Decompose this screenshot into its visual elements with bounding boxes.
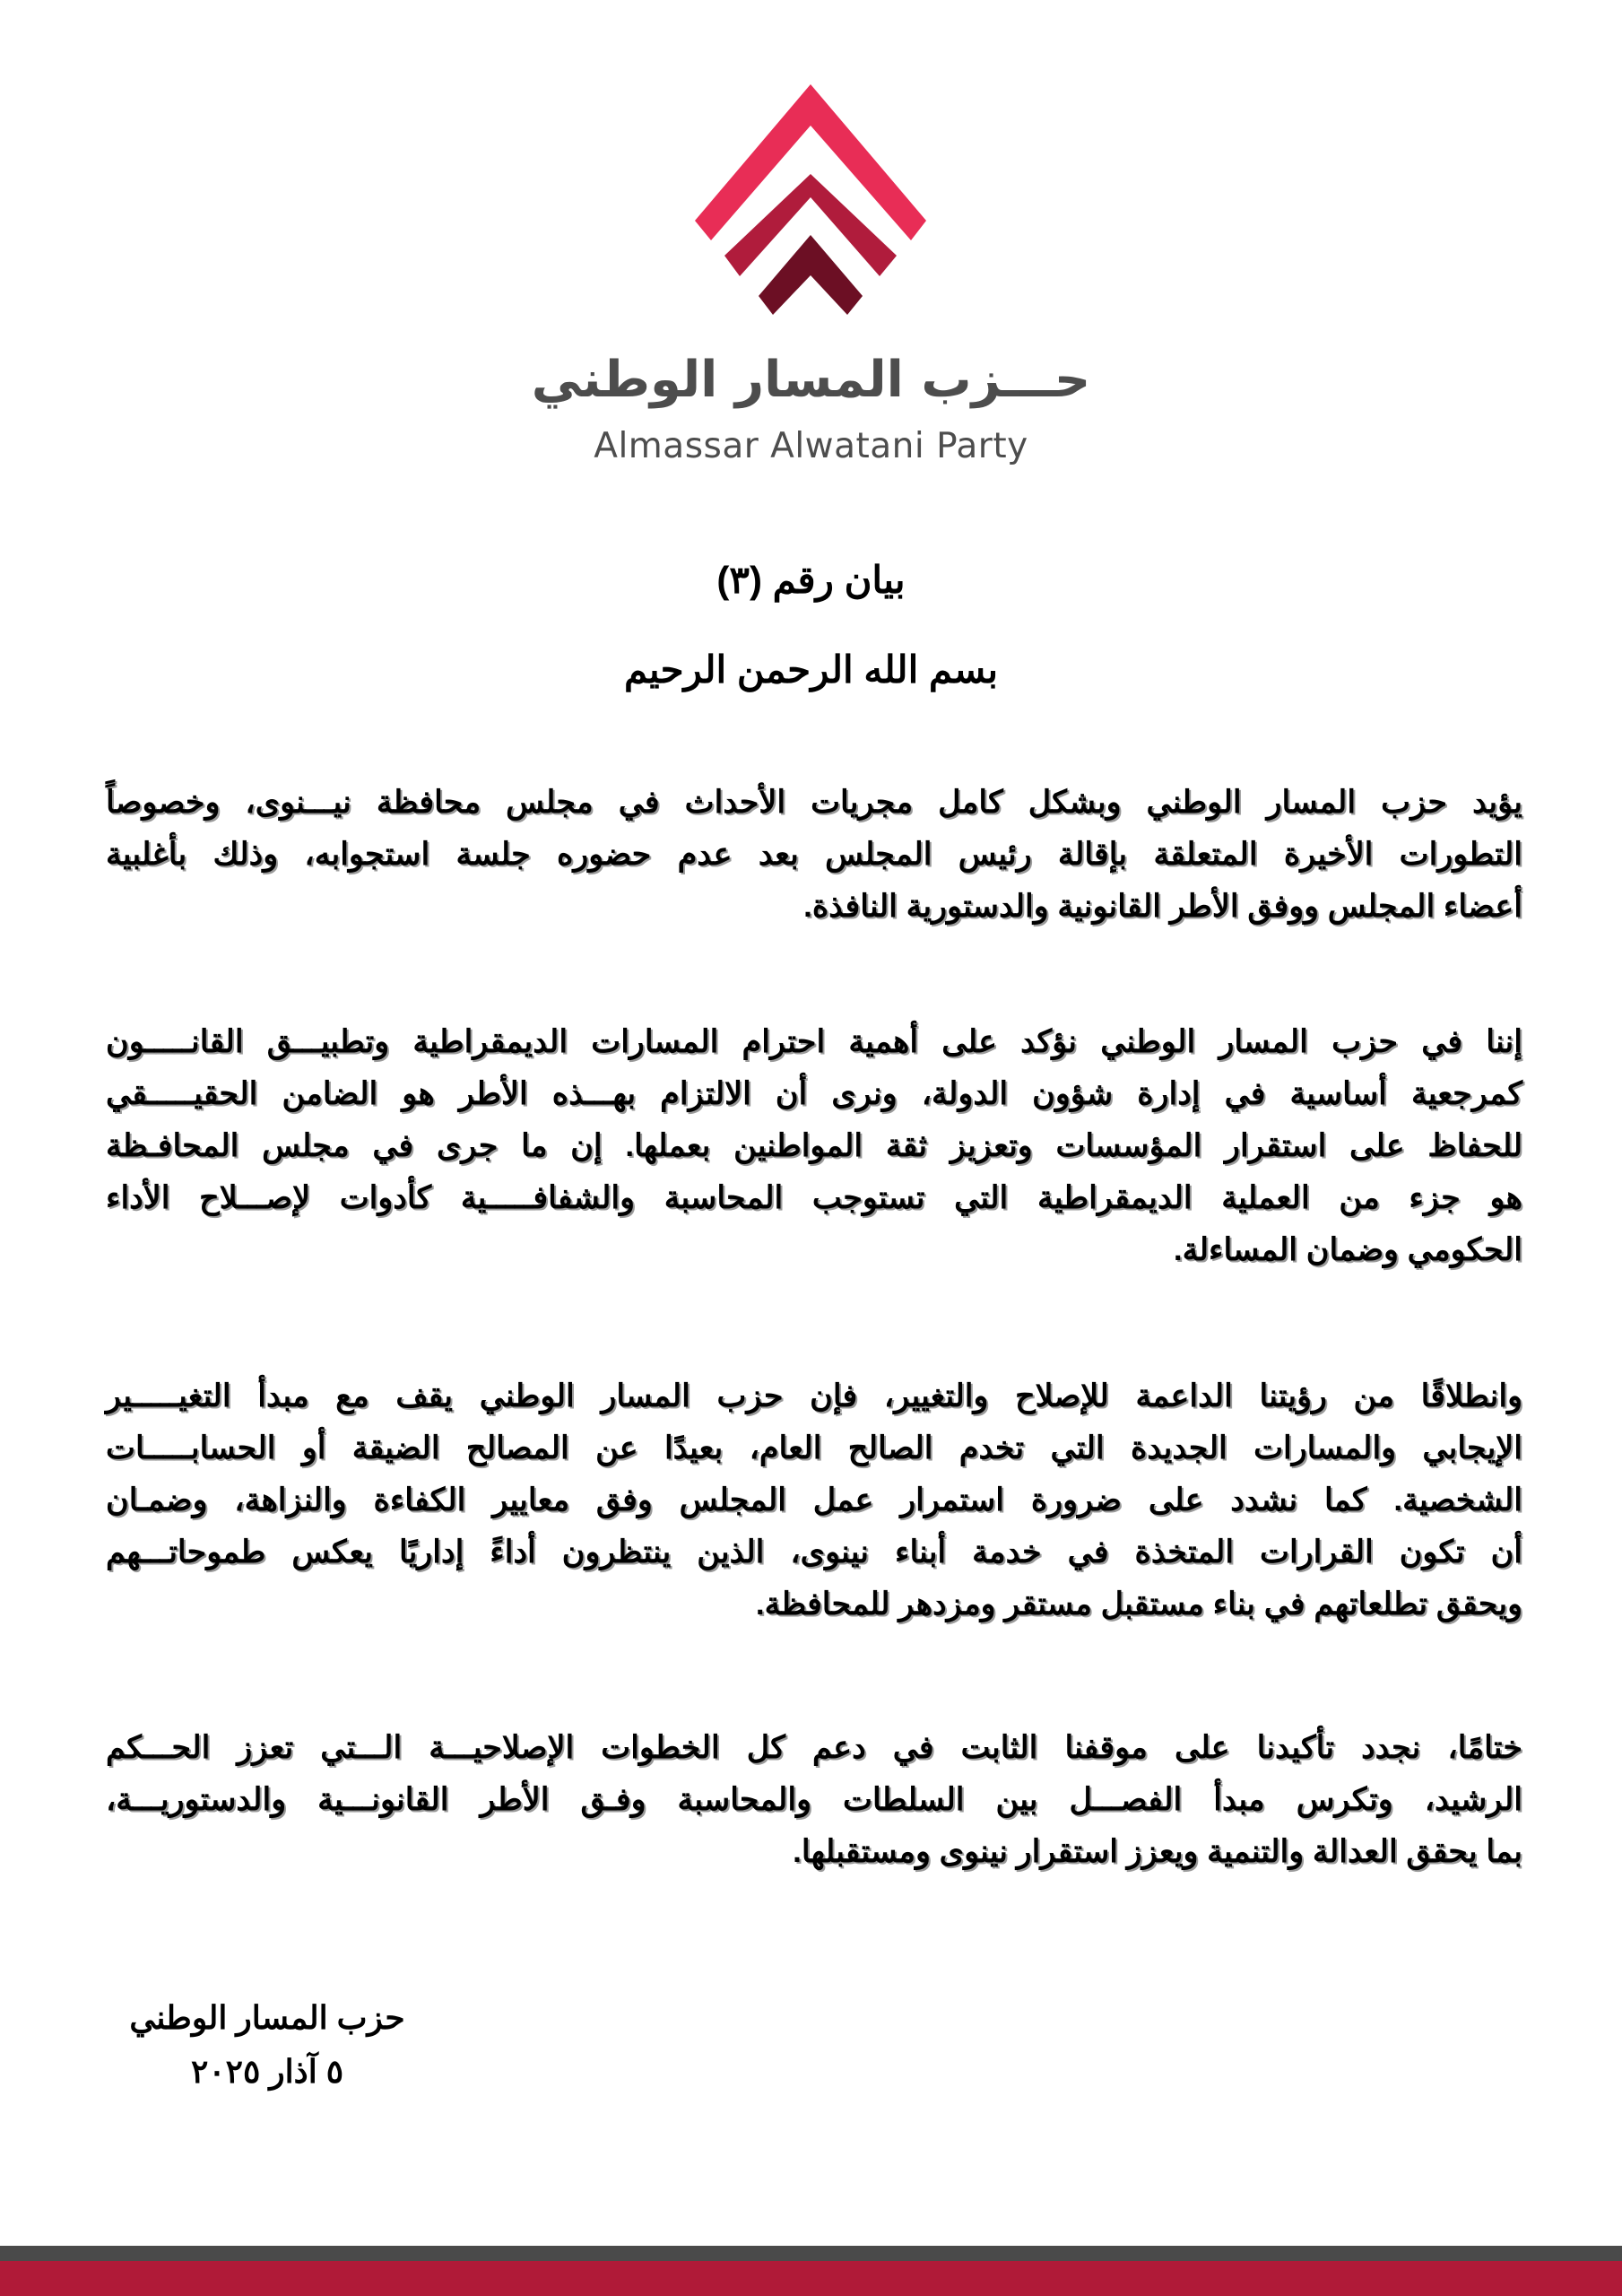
paragraph-line: إننا في حزب المسار الوطني نؤكد على أهمية احترام المسارات الديمقراطية وتطبيـــق القانـــــون bbox=[106, 1024, 1522, 1059]
paragraph-line: أن تكون القرارات المتخذة في خدمة أبناء نينوى، الذين ينتظرون أداءً إداريًا يعكس طموحاتـــهم bbox=[106, 1535, 1522, 1570]
paragraph-line: الشخصية. كما نشدد على ضرورة استمرار عمل المجلس وفق معايير الكفاءة والنزاهة، وضمـان bbox=[106, 1483, 1522, 1518]
paragraph-line: الإيجابي والمسارات الجديدة التي تخدم الصالح العام، بعيدًا عن المصالح الضيقة أو الحسابـــــات bbox=[106, 1431, 1522, 1465]
inner-chevron bbox=[759, 235, 863, 315]
paragraph-line: الحكومي وضمان المساءلة. bbox=[1173, 1232, 1522, 1267]
paragraph-line: وانطلاقًا من رؤيتنا الداعمة للإصلاح والتغيير، فإن حزب المسار الوطني يقف مع مبدأ التغيـــــير bbox=[106, 1378, 1522, 1413]
paragraph-4 bbox=[106, 1722, 1522, 1878]
paragraph-line: الرشيد، وتكرس مبدأ الفصـــل بين السلطات والمحاسبة وفـق الأطر القانونـــية والدستوريـــة، bbox=[106, 1782, 1522, 1817]
signature-party-name: حزب المسار الوطني bbox=[129, 1999, 405, 2036]
paragraph-line: أعضاء المجلس ووفق الأطر القانونية والدستورية النافذة. bbox=[803, 889, 1522, 924]
party-logo-chevrons-icon bbox=[681, 76, 941, 327]
paragraph-line: للحفاظ على استقرار المؤسسات وتعزيز ثقة المواطنين بعملها. إن ما جرى في مجلس المحافـظة bbox=[106, 1128, 1522, 1163]
paragraph-line: التطورات الأخيرة المتعلقة بإقالة رئيس المجلس بعد عدم حضوره جلسة استجوابه، وذلك بأغلبية bbox=[106, 837, 1522, 872]
signature-date: ٥ آذار ٢٠٢٥ bbox=[190, 2053, 344, 2090]
paragraph-line: ختامًا، نجدد تأكيدنا على موقفنا الثابت في دعم كل الخطوات الإصلاحيـــة الـــتي تعزز الحـــكم bbox=[106, 1730, 1522, 1765]
paragraph-line: يؤيد حزب المسار الوطني وبشكل كامل مجريات الأحداث في مجلس محافظة نيـــنوى، وخصوصاً bbox=[106, 785, 1522, 820]
logo-english-name: Almassar Alwatani Party bbox=[594, 426, 1028, 466]
paragraph-3 bbox=[106, 1370, 1522, 1631]
paragraph-2 bbox=[106, 1016, 1522, 1276]
paragraph-1 bbox=[106, 777, 1522, 933]
footer-red-bar bbox=[0, 2261, 1622, 2296]
paragraph-line: هو جزء من العملية الديمقراطية التي تستوجب المحاسبة والشفافـــــية كأدوات لإصـــلاح الأداء bbox=[106, 1180, 1522, 1215]
basmala: بسم الله الرحمن الرحيم bbox=[623, 648, 999, 691]
outer-chevron bbox=[695, 84, 926, 240]
statement-number: بيان رقم (٣) bbox=[716, 559, 906, 601]
footer-gray-bar bbox=[0, 2246, 1622, 2261]
paragraph-line: كمرجعية أساسية في إدارة شؤون الدولة، ونرى أن الالتزام بهـــذه الأطر هو الضامن الحقيـــــقي bbox=[106, 1076, 1522, 1111]
logo-arabic-name: حـــزب المسار الوطني bbox=[531, 351, 1091, 409]
paragraph-line: ويحقق تطلعاتهم في بناء مستقبل مستقر ومزدهر للمحافظة. bbox=[755, 1587, 1522, 1622]
paragraph-line: بما يحقق العدالة والتنمية ويعزز استقرار نينوى ومستقبلها. bbox=[793, 1834, 1522, 1869]
